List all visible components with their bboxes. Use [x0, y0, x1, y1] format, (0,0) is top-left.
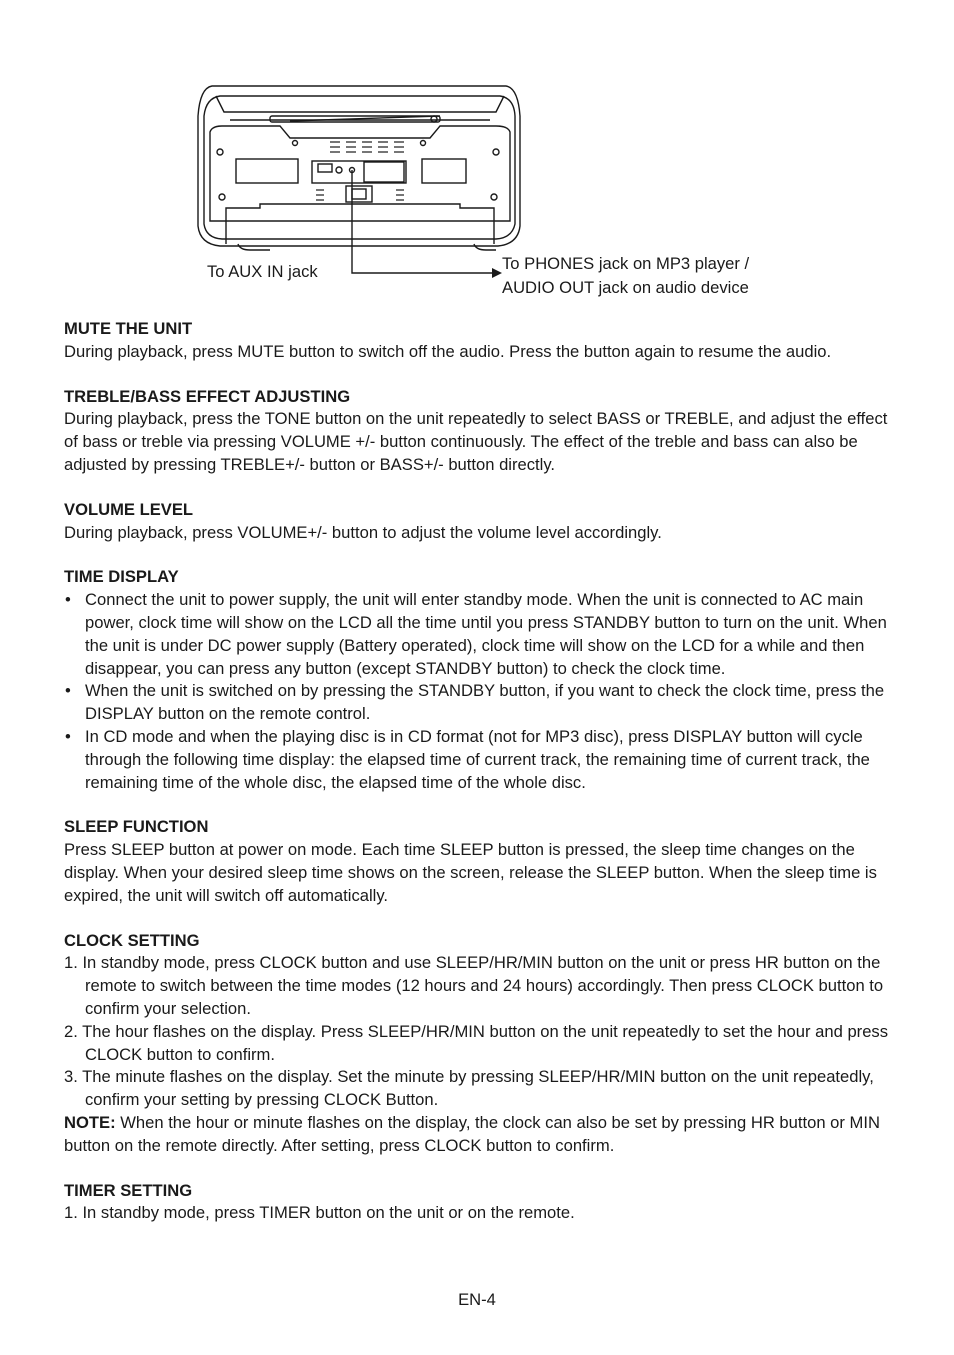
page-number: EN-4	[458, 1290, 496, 1309]
phones-jack-label	[502, 252, 749, 300]
aux-in-label: To AUX IN jack	[207, 262, 318, 281]
note-label: NOTE:	[64, 1112, 116, 1132]
treble-bass-text: During playback, press the TONE button on the unit repeatedly to select BASS or TREBLE, and adjust the effect of bass or treble via pressing VOLUME +/- button continuously. The effect of the treble and bass can also be adjusted by pressing TREBLE+/- button or BASS+/- button directly.	[64, 409, 888, 474]
clock-heading: CLOCK SETTING	[64, 930, 200, 950]
timer-steps	[64, 1202, 894, 1225]
volume-heading: VOLUME LEVEL	[64, 499, 194, 519]
sleep-text: Press SLEEP button at power on mode. Each time SLEEP button is pressed, the sleep time changes on the display. When your desired sleep time shows on the screen, release the SLEEP button. When the sleep time is expired, the unit will switch off automatically.	[64, 840, 877, 905]
note-text: When the hour or minute flashes on the display, the clock can also be set by pressing HR button or MIN button on the remote directly. After setting, press CLOCK button to confirm.	[64, 1112, 880, 1155]
timer-section	[64, 1180, 894, 1226]
list-item: 1. In standby mode, press CLOCK button and use SLEEP/HR/MIN button on the unit or press HR button on the remote to switch between the time modes (12 hours and 24 hours) accordingly. Then press CLOCK button to confirm your selection.	[64, 953, 884, 1018]
connection-diagram	[190, 76, 790, 306]
list-item: • In CD mode and when the playing disc is in CD format (not for MP3 disc), press DISPLAY button will cycle through the following time display: the elapsed time of current track, the remaining time of current track, the remaining time of the whole disc, the elapsed time of the whole disc.	[64, 726, 894, 794]
list-item: • When the unit is switched on by pressing the STANDBY button, if you want to check the clock time, press the DISPLAY button on the remote control.	[64, 680, 894, 726]
list-item: • Connect the unit to power supply, the unit will enter standby mode. When the unit is connected to AC main power, clock time will show on the LCD all the time until you press STANDBY button to turn on the unit. When the unit is under DC power supply (Battery operated), clock time will show on the LCD for a while and then disappear, you can press any button (except STANDBY button) to check the clock time.	[64, 589, 894, 680]
time-display-section	[64, 566, 894, 794]
time-display-list	[64, 589, 894, 794]
clock-steps	[64, 952, 894, 1112]
sleep-heading: SLEEP FUNCTION	[64, 817, 209, 837]
volume-section	[64, 499, 894, 545]
timer-heading: TIMER SETTING	[64, 1180, 193, 1200]
time-display-heading: TIME DISPLAY	[64, 567, 179, 587]
mute-section	[64, 318, 894, 364]
manual-content	[64, 318, 894, 1247]
list-item: 3. The minute flashes on the display. Set the minute by pressing SLEEP/HR/MIN button on the unit repeatedly, confirm your setting by pressing CLOCK Button.	[64, 1067, 874, 1110]
phones-label-line1: To PHONES jack on MP3 player /	[502, 254, 750, 273]
clock-section	[64, 930, 894, 1158]
mute-text: During playback, press MUTE button to switch off the audio. Press the button again to resume the audio.	[64, 341, 832, 361]
clock-note	[64, 1112, 894, 1158]
treble-bass-heading: TREBLE/BASS EFFECT ADJUSTING	[64, 386, 351, 406]
mute-heading: MUTE THE UNIT	[64, 319, 193, 338]
volume-text: During playback, press VOLUME+/- button to adjust the volume level accordingly.	[64, 522, 662, 542]
phones-label-line2: AUDIO OUT jack on audio device	[502, 278, 749, 297]
sleep-section	[64, 816, 894, 907]
list-item: 2. The hour flashes on the display. Press SLEEP/HR/MIN button on the unit repeatedly to set the hour and press CLOCK button to confirm.	[64, 1021, 889, 1064]
treble-bass-section	[64, 386, 894, 477]
list-item: 1. In standby mode, press TIMER button on the unit or on the remote.	[64, 1203, 575, 1223]
